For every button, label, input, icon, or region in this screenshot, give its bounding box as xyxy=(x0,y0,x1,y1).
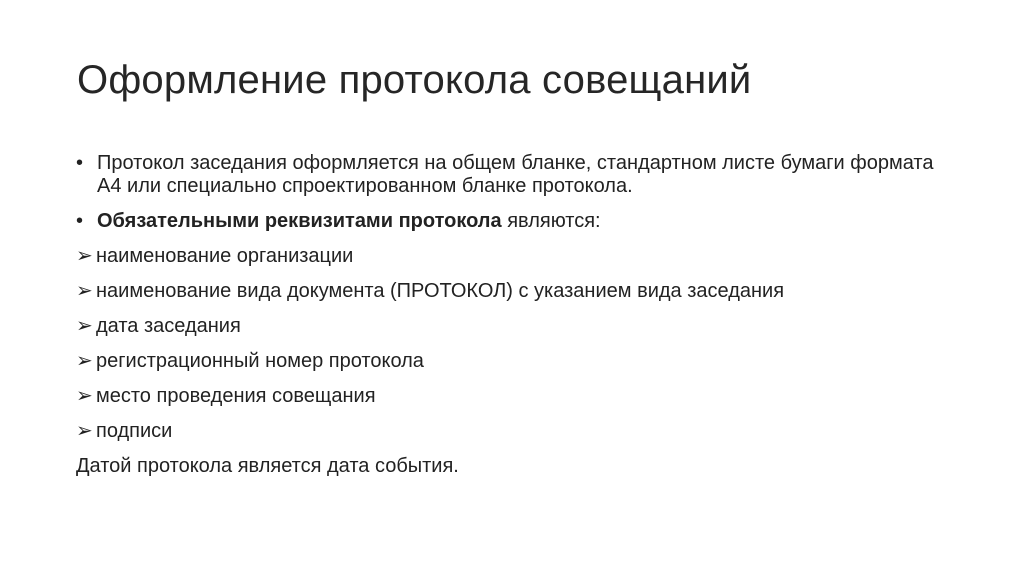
arrowhead-icon: ➢ xyxy=(76,280,93,302)
bullet-item xyxy=(76,210,956,233)
bullet-bold-text: Обязательными реквизитами протокола xyxy=(97,210,502,232)
checklist-text: дата заседания xyxy=(96,315,241,337)
bullet-icon: • xyxy=(76,152,84,174)
arrowhead-icon: ➢ xyxy=(76,315,93,337)
checklist-item xyxy=(76,245,956,268)
checklist-item xyxy=(76,350,956,373)
bullet-text: Протокол заседания оформляется на общем бланке, стандартном листе бумаги формата А4 или специально спроектированном бланке протокола. xyxy=(97,152,934,197)
checklist-item xyxy=(76,385,956,408)
footer-text: Датой протокола является дата события. xyxy=(76,455,459,477)
bullet-item xyxy=(76,152,956,198)
checklist-text: наименование вида документа (ПРОТОКОЛ) с указанием вида заседания xyxy=(96,280,785,302)
slide-content xyxy=(76,152,956,478)
checklist-item xyxy=(76,420,956,443)
bullet-text: являются: xyxy=(501,210,601,232)
checklist-item xyxy=(76,315,956,338)
arrowhead-icon: ➢ xyxy=(76,350,93,372)
checklist-item xyxy=(76,280,956,303)
arrowhead-icon: ➢ xyxy=(76,385,93,407)
checklist-text: подписи xyxy=(96,420,173,442)
arrowhead-icon: ➢ xyxy=(76,245,93,267)
checklist-text: регистрационный номер протокола xyxy=(96,350,424,372)
checklist-text: место проведения совещания xyxy=(96,385,376,407)
arrowhead-icon: ➢ xyxy=(76,420,93,442)
bullet-icon: • xyxy=(76,210,84,232)
checklist-text: наименование организации xyxy=(96,245,354,267)
slide-title: Оформление протокола совещаний xyxy=(77,58,752,102)
